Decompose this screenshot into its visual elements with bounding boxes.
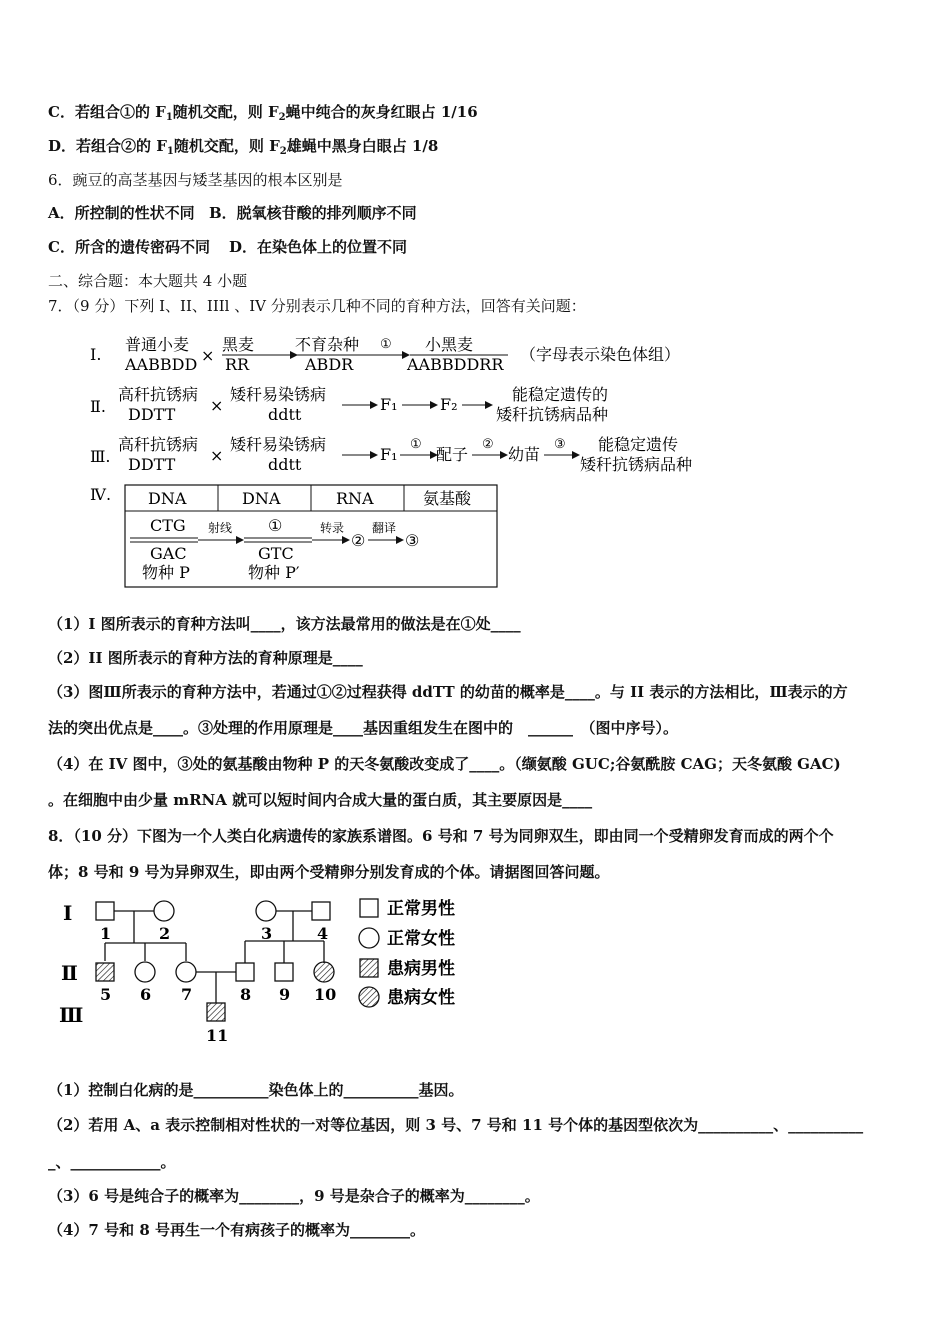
row-i-triticale-name: 小黑麦 xyxy=(425,335,474,354)
q5d-text-3: 雄蝇中黑身白眼占 1/8 xyxy=(286,137,439,155)
row-ii-label: Ⅱ. xyxy=(90,397,106,416)
q7-stem: 7．（9 分）下列 I、II、IIIl 、IV 分别表示几种不同的育种方法，回答有关问题： xyxy=(48,297,586,315)
row-ii-cross: × xyxy=(210,396,224,415)
row-iii-f1: F₁ xyxy=(380,445,398,464)
individual-9-normal-male xyxy=(275,963,293,981)
row-iii-cross: × xyxy=(210,446,224,465)
q5c-text-3: 蝇中纯合的灰身红眼占 1/16 xyxy=(285,103,478,121)
row-iii-result-2: 矮秆抗锈病品种 xyxy=(580,455,693,474)
q5d-sub-2: 2 xyxy=(279,146,287,157)
row-iv-header-rna: RNA xyxy=(336,489,374,508)
id-7: 7 xyxy=(181,985,193,1004)
row-i-rye-name: 黑麦 xyxy=(222,335,255,354)
generation-ii-label: Ⅱ xyxy=(61,961,78,985)
breeding-methods-figure xyxy=(80,328,720,590)
q8-part-1: （1）控制白化病的是__________染色体上的__________基因。 xyxy=(48,1081,464,1099)
row-iv-species-p: 物种 P xyxy=(142,563,190,582)
row-i-rye-genome: RR xyxy=(225,355,250,374)
q5d-text-2: 随机交配，则 F xyxy=(173,137,280,155)
row-iii-step-2: ② xyxy=(482,437,494,452)
row-iv-header-amino-acid: 氨基酸 xyxy=(423,489,472,508)
q5c-sub-1: 1 xyxy=(165,112,173,123)
id-2: 2 xyxy=(159,924,171,943)
row-iii-label: Ⅲ. xyxy=(90,447,111,466)
row-iii-parent-a-genotype: DDTT xyxy=(128,455,176,474)
q8-part-3: （3）6 号是纯合子的概率为________，9 号是杂合子的概率为________。 xyxy=(48,1187,540,1205)
row-iv-header-dna-1: DNA xyxy=(148,489,187,508)
legend-affected-female-icon xyxy=(359,987,379,1007)
row-i-triticale-genome: AABBDDRR xyxy=(407,355,504,374)
row-i-wheat-genome: AABBDD xyxy=(125,355,198,374)
row-iii-parent-b-name: 矮秆易染锈病 xyxy=(230,435,327,454)
id-3: 3 xyxy=(261,924,273,943)
row-iii-seedling: 幼苗 xyxy=(508,445,541,464)
row-iv-p-top-strand: CTG xyxy=(150,516,186,535)
q6-option-b: B．脱氧核苷酸的排列顺序不同 xyxy=(208,204,417,222)
q7-part-3-line-2: 法的突出优点是____。③处理的作用原理是____基因重组发生在图中的 ______ （图中序号）。 xyxy=(48,719,679,737)
row-iv-header-dna-2: DNA xyxy=(242,489,281,508)
individual-4-normal-male xyxy=(312,902,330,920)
individual-10-affected-female xyxy=(314,962,334,982)
row-iv-circle-1: ① xyxy=(268,516,283,535)
q5-option-d xyxy=(48,136,438,162)
legend-affected-female: 患病女性 xyxy=(387,988,455,1008)
row-i-hybrid-name: 不育杂种 xyxy=(295,335,360,354)
row-ii-result-2: 矮秆抗锈病品种 xyxy=(496,405,609,424)
q7-part-4-line-1: （4）在 IV 图中，③处的氨基酸由物种 P 的天冬氨酸改变成了____。（缬氨酸 GUC;谷氨酰胺 CAG；天冬氨酸 GAC) xyxy=(48,755,841,773)
row-iii-parent-a-name: 高秆抗锈病 xyxy=(118,435,199,454)
row-iv-species-p-prime: 物种 P′ xyxy=(248,563,300,582)
row-iii-arrowhead-1 xyxy=(370,451,378,459)
row-i-note: （字母表示染色体组） xyxy=(520,345,681,364)
q5c-text-1: C．若组合①的 F xyxy=(48,103,166,121)
row-i-label: Ⅰ. xyxy=(90,345,102,364)
row-iii-step-1: ① xyxy=(410,437,422,452)
individual-11-affected-male xyxy=(207,1003,225,1021)
row-ii-arrowhead-1 xyxy=(370,401,378,409)
q6-stem: 6．豌豆的高茎基因与矮茎基因的根本区别是 xyxy=(48,171,343,189)
row-iv-transcription-label: 转录 xyxy=(320,521,345,535)
individual-6-normal-female xyxy=(135,962,155,982)
row-iii-result-1: 能稳定遗传 xyxy=(598,435,679,454)
row-iii-arrowhead-4 xyxy=(572,451,580,459)
q5d-sub-1: 1 xyxy=(166,146,174,157)
pedigree-figure xyxy=(55,893,475,1053)
q8-part-2-line-2: _、____________。 xyxy=(48,1153,176,1171)
generation-i-label: Ⅰ xyxy=(63,901,73,925)
q6-options-ab xyxy=(48,203,417,223)
row-i-wheat-name: 普通小麦 xyxy=(125,335,190,354)
q8-part-2-line-1: （2）若用 A、a 表示控制相对性状的一对等位基因，则 3 号、7 号和 11 号个体的基因型依次为__________、__________ xyxy=(48,1116,864,1134)
individual-8-normal-male xyxy=(236,963,254,981)
id-5: 5 xyxy=(100,985,112,1004)
row-iv-label: Ⅳ. xyxy=(90,485,112,504)
row-iii-parent-b-genotype: ddtt xyxy=(268,455,302,474)
individual-3-normal-female xyxy=(256,901,276,921)
row-iv-circle-3: ③ xyxy=(405,531,420,550)
id-4: 4 xyxy=(317,924,329,943)
individual-7-normal-female xyxy=(176,962,196,982)
legend-normal-female: 正常女性 xyxy=(387,929,455,949)
q7-part-3-line-1: （3）图Ⅲ所表示的育种方法中，若通过①②过程获得 ddTT 的幼苗的概率是____。与 II 表示的方法相比，Ⅲ表示的方 xyxy=(48,683,848,701)
section-2-heading: 二、综合题：本大题共 4 小题 xyxy=(48,272,248,290)
q8-part-4: （4）7 号和 8 号再生一个有病孩子的概率为________。 xyxy=(48,1221,425,1239)
q6-option-a: A．所控制的性状不同 xyxy=(48,204,195,222)
id-6: 6 xyxy=(140,985,152,1004)
q5c-sub-2: 2 xyxy=(278,112,286,123)
row-ii-f1: F₁ xyxy=(380,395,398,414)
row-ii-result-1: 能稳定遗传的 xyxy=(512,385,609,404)
q7-part-1: （1）I 图所表示的育种方法叫____，该方法最常用的做法是在①处____ xyxy=(48,615,521,633)
row-i-step-1: ① xyxy=(380,337,392,352)
q5-option-c xyxy=(48,102,478,128)
legend-normal-male-icon xyxy=(360,899,378,917)
legend-normal-female-icon xyxy=(359,928,379,948)
individual-5-affected-male xyxy=(96,963,114,981)
row-i-hybrid-genome: ABDR xyxy=(305,355,354,374)
generation-iii-label: Ⅲ xyxy=(59,1003,84,1027)
row-iv-arrowhead-1 xyxy=(236,536,244,544)
id-1: 1 xyxy=(100,924,112,943)
q6-option-d: D．在染色体上的位置不同 xyxy=(229,238,408,256)
row-ii-parent-b-name: 矮秆易染锈病 xyxy=(230,385,327,404)
q8-stem-line-1: 8．（10 分）下图为一个人类白化病遗传的家族系谱图。6 号和 7 号为同卵双生，即由同一个受精卵发育而成的两个个 xyxy=(48,827,834,845)
q6-options-cd xyxy=(48,237,407,257)
legend-normal-male: 正常男性 xyxy=(387,899,455,919)
row-ii-parent-a-name: 高秆抗锈病 xyxy=(118,385,199,404)
row-ii-arrowhead-3 xyxy=(485,401,493,409)
row-iv-arrowhead-3 xyxy=(396,536,404,544)
individual-1-normal-male xyxy=(96,902,114,920)
q5d-text-1: D．若组合②的 F xyxy=(48,137,167,155)
q5c-text-2: 随机交配，则 F xyxy=(172,103,279,121)
row-iv-p-bottom-strand: GAC xyxy=(150,544,187,563)
row-iv-arrowhead-2 xyxy=(342,536,350,544)
row-iv-translation-label: 翻译 xyxy=(372,521,397,535)
q7-part-4-line-2: 。在细胞中由少量 mRNA 就可以短时间内合成大量的蛋白质，其主要原因是____ xyxy=(48,791,593,809)
id-10: 10 xyxy=(314,985,337,1004)
row-iv-p2-strand: GTC xyxy=(258,544,294,563)
legend-affected-male: 患病男性 xyxy=(387,959,455,979)
row-iii-step-3: ③ xyxy=(554,437,566,452)
id-9: 9 xyxy=(279,985,291,1004)
row-i-cross: × xyxy=(201,346,215,365)
row-ii-parent-b-genotype: ddtt xyxy=(268,405,302,424)
individual-2-normal-female xyxy=(154,901,174,921)
q8-stem-line-2: 体；8 号和 9 号为异卵双生，即由两个受精卵分别发育成的个体。请据图回答问题。 xyxy=(48,863,610,881)
legend-affected-male-icon xyxy=(360,959,378,977)
row-iii-gamete: 配子 xyxy=(436,445,469,464)
id-8: 8 xyxy=(240,985,252,1004)
q7-part-2: （2）II 图所表示的育种方法的育种原理是____ xyxy=(48,649,363,667)
id-11: 11 xyxy=(206,1026,229,1045)
q6-option-c: C．所含的遗传密码不同 xyxy=(48,238,210,256)
row-iv-ray-label: 射线 xyxy=(208,521,233,535)
row-iii-arrowhead-3 xyxy=(500,451,508,459)
row-ii-arrowhead-2 xyxy=(430,401,438,409)
row-ii-f2: F₂ xyxy=(440,395,458,414)
row-iv-circle-2: ② xyxy=(351,531,366,550)
row-ii-parent-a-genotype: DDTT xyxy=(128,405,176,424)
